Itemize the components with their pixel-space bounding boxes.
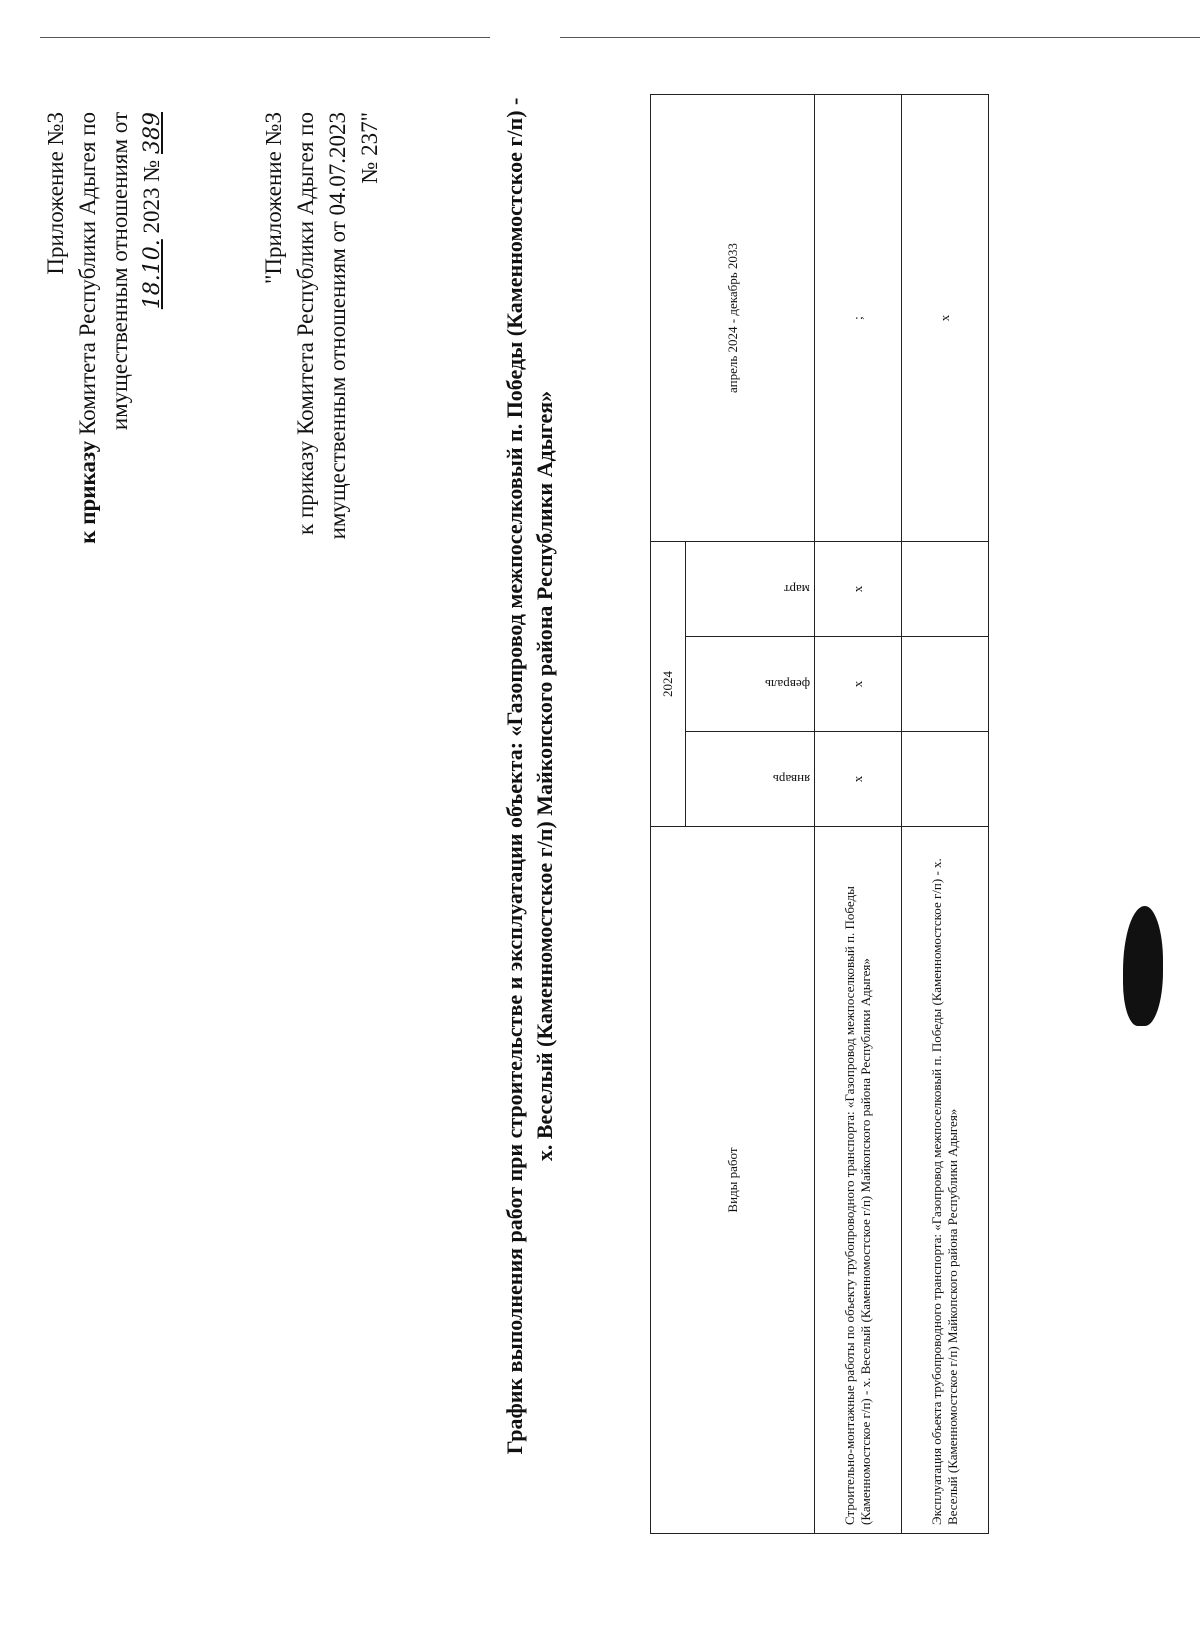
header-month-mar: март — [686, 542, 815, 637]
handwritten-date: 18.10. — [140, 239, 165, 310]
approval-header — [40, 112, 169, 632]
header-month-jan: январь — [686, 732, 815, 827]
scan-edge-line — [40, 37, 490, 38]
title-line-1: График выполнения работ при строительстве и эксплуатации объекта: «Газопровод межпоселковый п. Победы (Каменномостское г/п) - — [502, 97, 527, 1455]
period-mark-cell: ; — [815, 95, 902, 542]
header-period: апрель 2024 - декабрь 2033 — [651, 95, 815, 542]
mark-cell — [902, 542, 989, 637]
prev-order-number: № 237" — [357, 112, 382, 184]
mark-cell: х — [815, 542, 902, 637]
title-line-2: х. Веселый (Каменномостское г/п) Майкопского района Республики Адыгея» — [532, 390, 557, 1162]
committee-line: имущественным отношениям от — [107, 112, 132, 431]
prev-committee-line: имущественным отношениям от 04.07.2023 — [325, 112, 350, 540]
table-row — [815, 95, 902, 1534]
period-mark-cell: х — [902, 95, 989, 542]
previous-order-header — [258, 112, 386, 632]
year-number: 2023 № — [139, 154, 164, 240]
order-ref-rest: Комитета Республики Адыгея по — [75, 112, 100, 441]
mark-cell — [902, 732, 989, 827]
work-operation: Эксплуатация объекта трубопроводного транспорта: «Газопровод межпоселковый п. Победы (Каменномостское г/п) - х. Веселый (Каменномостское г/п) Майкопского района Республики Адыгея» — [902, 827, 989, 1534]
prev-order-ref: к приказу Комитета Республики Адыгея по — [293, 112, 318, 535]
mark-cell: х — [815, 637, 902, 732]
table-header-row — [651, 95, 686, 1534]
mark-cell: х — [815, 732, 902, 827]
header-year: 2024 — [651, 542, 686, 827]
header-month-feb: февраль — [686, 637, 815, 732]
document-title — [500, 56, 560, 1496]
header-works: Виды работ — [651, 827, 815, 1534]
prev-appendix-label: "Приложение №3 — [261, 112, 286, 285]
scan-blot — [1123, 906, 1163, 1026]
mark-cell — [902, 637, 989, 732]
work-construction: Строительно-монтажные работы по объекту трубопроводного транспорта: «Газопровод межпоселковый п. Победы (Каменномостское г/п) - х. Веселый (Каменномостское г/п) Майкопского района Республики Адыгея» — [815, 827, 902, 1534]
table-row — [902, 95, 989, 1534]
scan-edge-line — [560, 37, 1200, 38]
order-ref-bold: к приказу — [75, 440, 100, 544]
appendix-label: Приложение №3 — [43, 112, 68, 275]
work-schedule-table — [650, 94, 989, 1534]
handwritten-number: 389 — [140, 112, 165, 154]
